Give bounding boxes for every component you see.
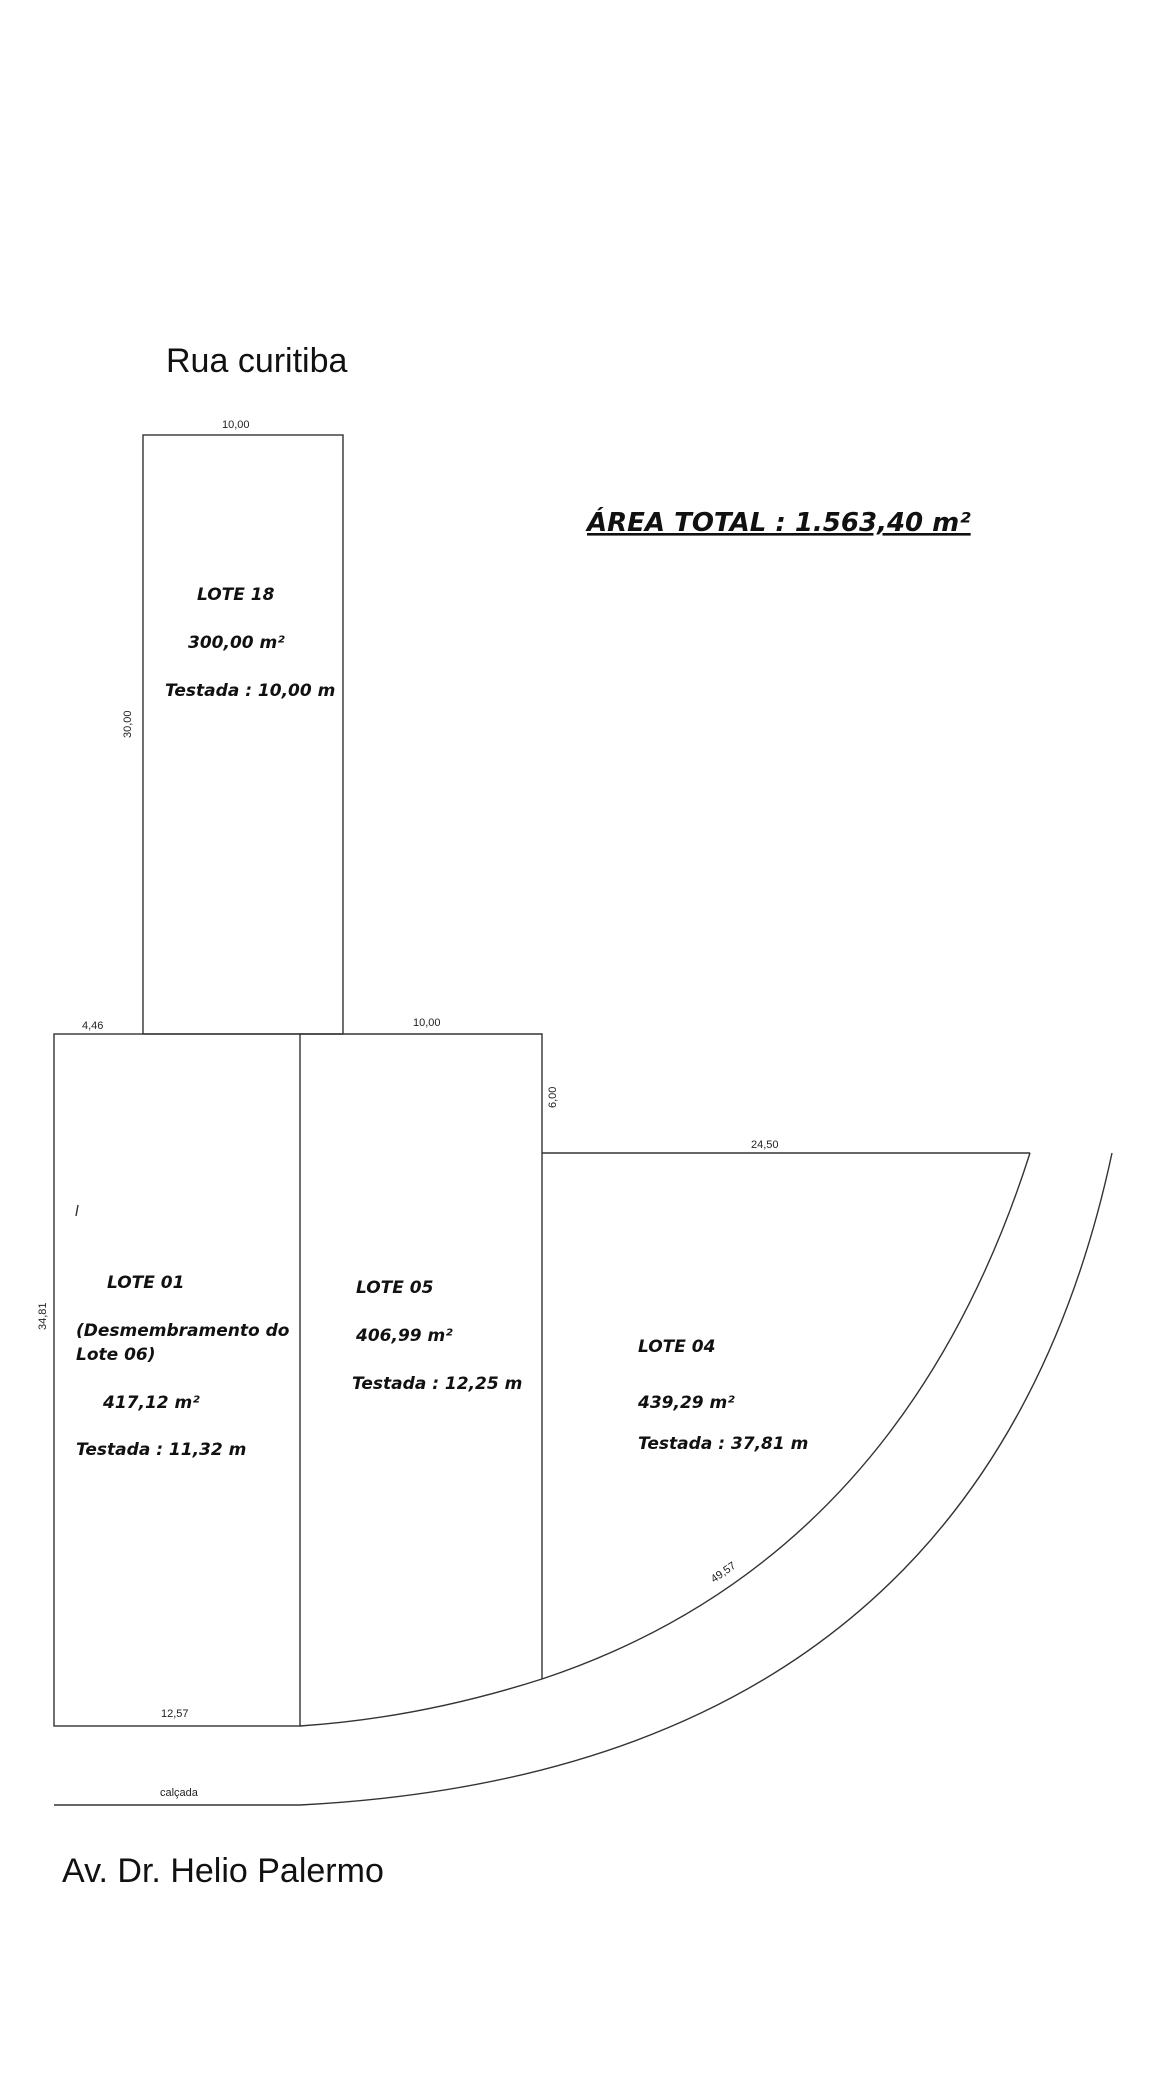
lote18-testada: Testada : 10,00 m [165, 681, 336, 701]
calcada-label: calçada [160, 1787, 198, 1799]
lote01-note-line2: Lote 06) [76, 1345, 156, 1365]
area-total-label: ÁREA TOTAL : 1.563,40 m² [587, 508, 971, 538]
lote04-testada: Testada : 37,81 m [638, 1434, 809, 1454]
lote01-note-line1: (Desmembramento do [76, 1321, 290, 1341]
dim-446: 4,46 [82, 1020, 104, 1032]
street-rua-curitiba: Rua curitiba [166, 342, 348, 380]
lote05-testada: Testada : 12,25 m [352, 1374, 523, 1394]
dim-lote18-top: 10,00 [222, 419, 250, 431]
lote-18-outline [143, 435, 343, 1034]
lote18-name: LOTE 18 [197, 585, 275, 605]
lote18-area: 300,00 m² [188, 633, 285, 653]
dim-lote01-side: 34,81 [37, 1302, 49, 1330]
lote05-name: LOTE 05 [356, 1278, 434, 1298]
lote-01-outline [54, 1034, 300, 1726]
lote01-testada: Testada : 11,32 m [76, 1440, 247, 1460]
stray-mark [76, 1205, 78, 1216]
lote04-name: LOTE 04 [638, 1337, 716, 1357]
lote01-name: LOTE 01 [107, 1273, 185, 1293]
lote04-area: 439,29 m² [638, 1393, 735, 1413]
sidewalk-arc [54, 1153, 1112, 1805]
lote05-area: 406,99 m² [356, 1326, 453, 1346]
dim-2450: 24,50 [751, 1139, 779, 1151]
dim-4957: 49,57 [708, 1559, 739, 1586]
street-av-helio-palermo: Av. Dr. Helio Palermo [62, 1852, 384, 1890]
dim-600: 6,00 [547, 1086, 559, 1108]
dim-lote05-top: 10,00 [413, 1017, 441, 1029]
lote-05-outline [300, 1034, 542, 1679]
lote01-area: 417,12 m² [103, 1393, 200, 1413]
dim-lote01-bottom: 12,57 [161, 1708, 189, 1720]
dim-lote18-side: 30,00 [122, 710, 134, 738]
